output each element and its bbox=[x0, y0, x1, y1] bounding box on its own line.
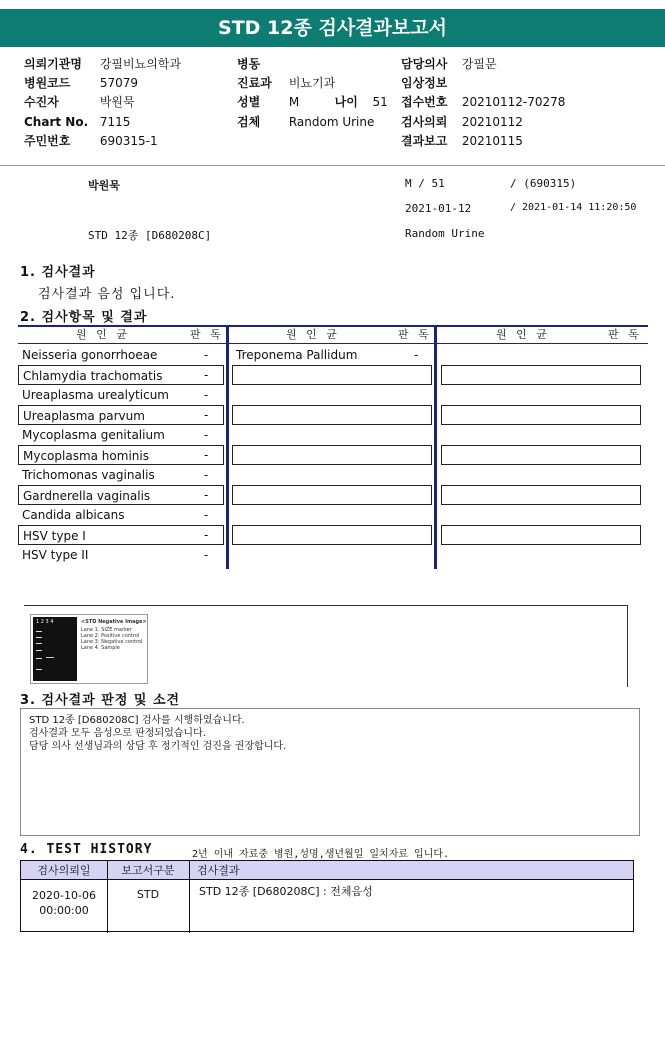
col1-result-header: 판 독 bbox=[190, 328, 224, 341]
col2-pathogen-header: 원 인 균 bbox=[286, 328, 340, 341]
header-specimen: 검체 Random Urine bbox=[237, 115, 375, 129]
header-hospital-code: 병원코드 57079 bbox=[24, 76, 139, 90]
result-value: - bbox=[204, 388, 209, 402]
history-column-line bbox=[189, 861, 190, 933]
history-table bbox=[20, 860, 634, 932]
result-row: Ureaplasma parvum bbox=[18, 405, 224, 425]
result-row: Trichomonas vaginalis bbox=[22, 468, 155, 482]
gel-electrophoresis-image bbox=[33, 617, 77, 681]
result-value: - bbox=[414, 348, 419, 362]
patient-date2: / 2021-01-14 11:20:50 bbox=[510, 202, 637, 213]
result-row: Chlamydia trachomatis bbox=[18, 365, 224, 385]
patient-specimen: Random Urine bbox=[405, 227, 485, 240]
header-clinical-info: 임상정보 bbox=[401, 76, 448, 90]
history-note: 2년 이내 자료중 병원,성명,생년월일 일치자료 입니다. bbox=[192, 849, 450, 860]
results-table bbox=[18, 325, 648, 569]
section-1-title: 1. 검사결과 bbox=[20, 265, 96, 280]
result-value: - bbox=[204, 488, 209, 502]
header-ward: 병동 bbox=[237, 57, 261, 71]
result-value: - bbox=[204, 348, 209, 362]
result-value: - bbox=[204, 408, 209, 422]
history-date: 2020-10-06 00:00:00 bbox=[32, 889, 96, 917]
patient-name: 박원묵 bbox=[88, 179, 120, 192]
result-row: Neisseria gonorrhoeae bbox=[22, 348, 158, 362]
header-sex: 성별 M 나이 51 bbox=[237, 95, 388, 109]
gel-lane-numbers: 1 2 3 4 bbox=[36, 619, 54, 625]
header-age-label: 나이 bbox=[334, 95, 358, 109]
opinion-line: 검사결과 모두 음성으로 판정되었습니다. bbox=[29, 728, 206, 739]
column-separator bbox=[434, 325, 437, 569]
col3-pathogen-header: 원 인 균 bbox=[496, 328, 550, 341]
opinion-line: STD 12종 [D680208C] 검사를 시행하였습니다. bbox=[29, 715, 245, 726]
empty-row bbox=[441, 365, 641, 385]
col2-result-header: 판 독 bbox=[398, 328, 432, 341]
col1-pathogen-header: 원 인 균 bbox=[76, 328, 130, 341]
patient-test: STD 12종 [D680208C] bbox=[88, 229, 212, 242]
result-row: HSV type II bbox=[22, 548, 89, 562]
result-value: - bbox=[204, 548, 209, 562]
empty-row bbox=[232, 445, 432, 465]
header-doctor: 담당의사 강필문 bbox=[401, 57, 497, 71]
patient-date1: 2021-01-12 bbox=[405, 202, 472, 215]
result-row: HSV type I bbox=[18, 525, 224, 545]
result-row: Treponema Pallidum bbox=[236, 348, 358, 362]
empty-row bbox=[441, 485, 641, 505]
header-report-date: 결과보고 20210115 bbox=[401, 134, 523, 148]
report-header bbox=[0, 47, 665, 166]
header-resident-no: 주민번호 690315-1 bbox=[24, 134, 158, 148]
result-value: - bbox=[204, 428, 209, 442]
gel-legend: <STD Negative Image> Lane 1: SIZE marker Lane 2: Positive control Lane 3: Negative control Lane 4: Sample bbox=[81, 619, 147, 651]
header-age-value: 51 bbox=[372, 95, 388, 109]
header-department: 진료과 비뇨기과 bbox=[237, 76, 336, 90]
result-value: - bbox=[204, 368, 209, 382]
result-value: - bbox=[204, 528, 209, 542]
patient-sex-age: M / 51 bbox=[405, 177, 445, 190]
result-row: Mycoplasma hominis bbox=[18, 445, 224, 465]
section-2-title: 2. 검사항목 및 결과 bbox=[20, 310, 148, 325]
header-receipt-no: 접수번호 20210112-70278 bbox=[401, 95, 566, 109]
empty-row bbox=[441, 405, 641, 425]
column-separator bbox=[226, 325, 229, 569]
history-header-type: 보고서구분 bbox=[121, 864, 175, 877]
result-value: - bbox=[204, 508, 209, 522]
header-patient: 수진자 박원묵 bbox=[24, 95, 135, 109]
gel-title: <STD Negative Image> bbox=[81, 619, 147, 625]
header-request-date: 검사의뢰 20210112 bbox=[401, 115, 523, 129]
patient-id: / (690315) bbox=[510, 177, 577, 190]
empty-row bbox=[232, 485, 432, 505]
empty-row bbox=[232, 525, 432, 545]
empty-row bbox=[441, 525, 641, 545]
result-value: - bbox=[204, 448, 209, 462]
header-hospital: 의뢰기관명 강필비뇨의학과 bbox=[24, 57, 181, 71]
empty-row bbox=[441, 445, 641, 465]
result-row: Gardnerella vaginalis bbox=[18, 485, 224, 505]
history-header-result: 검사결과 bbox=[197, 864, 240, 877]
history-header-date: 검사의뢰일 bbox=[37, 864, 91, 877]
section-1-text: 검사결과 음성 입니다. bbox=[38, 287, 176, 302]
col3-result-header: 판 독 bbox=[608, 328, 642, 341]
opinion-box bbox=[20, 708, 640, 836]
history-result: STD 12종 [D680208C] : 전체음성 bbox=[199, 885, 373, 898]
empty-row bbox=[232, 365, 432, 385]
opinion-line: 담당 의사 선생님과의 상담 후 정기적인 검진을 권장합니다. bbox=[29, 741, 287, 752]
gel-image-frame bbox=[24, 605, 628, 687]
report-title: STD 12종 검사결과보고서 bbox=[0, 9, 665, 47]
result-row: Candida albicans bbox=[22, 508, 125, 522]
section-3-title: 3. 검사결과 판정 및 소견 bbox=[20, 693, 181, 708]
result-row: Mycoplasma genitalium bbox=[22, 428, 165, 442]
empty-row bbox=[232, 405, 432, 425]
header-chart-no: Chart No. 7115 bbox=[24, 115, 131, 129]
result-row: Ureaplasma urealyticum bbox=[22, 388, 169, 402]
table-header-line bbox=[18, 343, 648, 344]
result-value: - bbox=[204, 468, 209, 482]
history-type: STD bbox=[136, 888, 160, 901]
section-4-title: 4. TEST HISTORY bbox=[20, 842, 153, 857]
gel-image bbox=[30, 614, 148, 684]
